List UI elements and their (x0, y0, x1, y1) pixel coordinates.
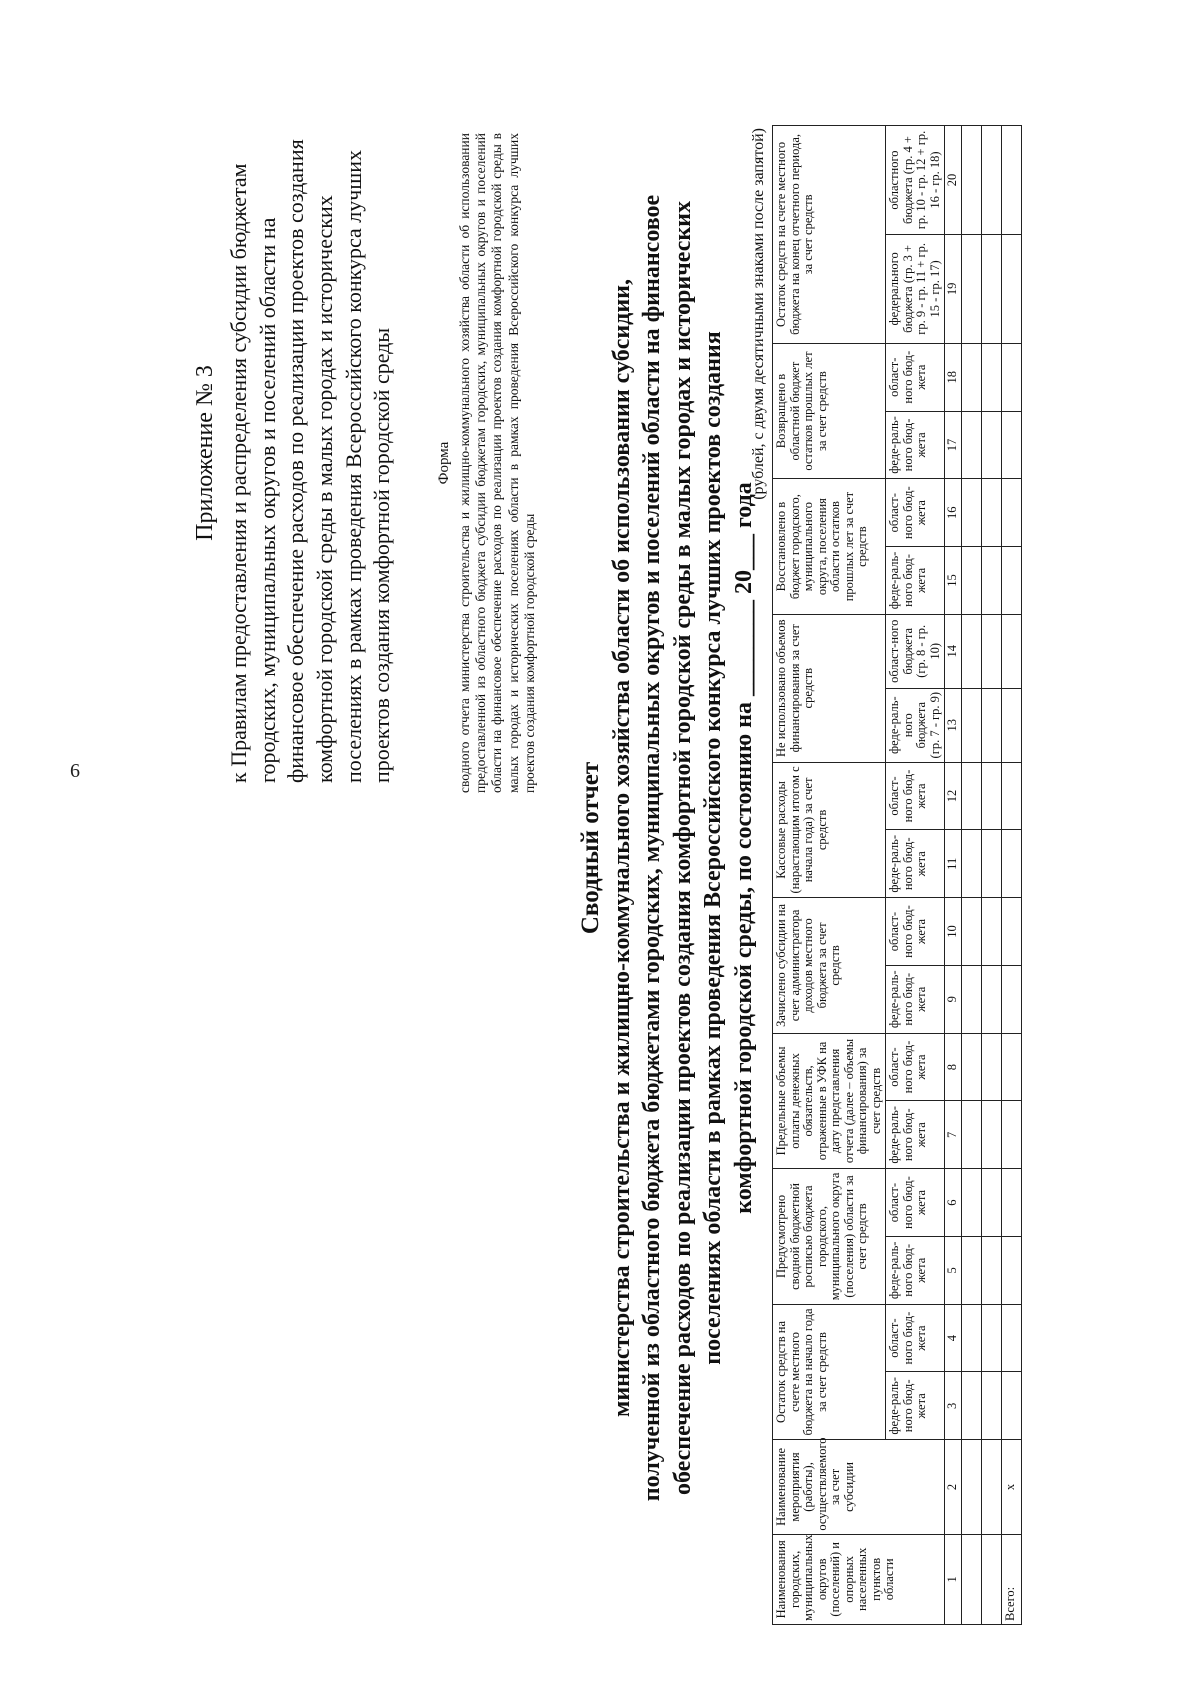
column-number: 19 (945, 235, 962, 344)
page-number: 6 (70, 760, 80, 782)
header-cell: Наименование мероприятия (работы), осуществляемого за счет субсидии (773, 1440, 945, 1534)
subheader-cell: област-ного бюд-жета (886, 479, 945, 547)
column-number: 16 (945, 479, 962, 547)
column-number-row (945, 126, 962, 1625)
report-title-line: министерства строительства и жилищно-коммунального хозяйства области об использовании субсидии, (608, 279, 635, 1417)
subheader-cell: областного бюджета (гр. 4 + гр. 10 - гр. 12 + гр. 16 - гр. 18) (886, 126, 945, 235)
header-cell: Возвращено в областной бюджет остатков прошлых лет за счет средств (773, 343, 886, 479)
subheader-cell: федерального бюджета (гр. 3 + гр. 9 - гр. 11 + гр. 15 - гр. 17) (886, 235, 945, 344)
column-number: 11 (945, 830, 962, 898)
form-block (435, 133, 538, 793)
subheader-cell: област-ного бюджета (гр. 8 - гр. 10) (886, 614, 945, 688)
header-cell: Предусмотрено сводной бюджетной росписью бюджета городского, муниципального округа (поселения) области за счет средств (773, 1169, 886, 1305)
header-cell: Остаток средств на счете местного бюджета на конец отчетного периода, за счет средств (773, 126, 886, 344)
appendix-text: к Правилам предоставления и распределения субсидии бюджетам городских, муниципальных округов и поселений области на финансовое обеспечение расходов по реализации проектов создания комфортной городской среды в малых городах и исторических поселениях в рамках проведения Всероссийского конкурса лучших проектов создания комфортной городской среды (226, 139, 395, 783)
subheader-cell: феде-раль-ного бюд-жета (886, 1236, 945, 1304)
column-number: 18 (945, 343, 962, 411)
header-cell: Не использовано объемов финансирования за счет средств (773, 614, 886, 762)
report-heading: Сводный отчет (577, 761, 604, 935)
subheader-cell: област-ного бюд-жета (886, 1304, 945, 1372)
total-marker: x (1001, 1440, 1021, 1534)
table-row (961, 126, 981, 1625)
column-number: 1 (945, 1534, 962, 1624)
subheader-cell: област-ного бюд-жета (886, 1033, 945, 1101)
column-number: 10 (945, 898, 962, 966)
header-row (773, 126, 886, 1625)
report-title-line: поселениях области в рамках проведения Всероссийского конкурса лучших проектов создания (700, 331, 727, 1365)
subheader-cell: феде-раль-ного бюд-жета (886, 830, 945, 898)
subheader-cell: област-ного бюд-жета (886, 898, 945, 966)
header-cell: Восстановлено в бюджет городского, муниципального округа, поселения области остатков прошлых лет за счет средств (773, 479, 886, 615)
appendix-title: Приложение № 3 (192, 365, 218, 541)
report-title (575, 83, 759, 1613)
subheader-cell: област-ного бюд-жета (886, 343, 945, 411)
total-label: Всего: (1001, 1534, 1021, 1624)
column-number: 13 (945, 688, 962, 762)
column-number: 8 (945, 1033, 962, 1101)
total-row (1001, 126, 1021, 1625)
appendix-block (190, 123, 397, 783)
column-number: 6 (945, 1169, 962, 1237)
header-cell: Наименования городских, муниципальных округов (поселений) и опорных населенных пунктов области (773, 1534, 945, 1624)
column-number: 12 (945, 762, 962, 830)
report-title-line: обеспечение расходов по реализации проектов создания комфортной городской среды в малых городах и исторических (669, 200, 696, 1496)
subheader-cell: феде-раль-ного бюджета (гр. 7 - гр. 9) (886, 688, 945, 762)
column-number: 17 (945, 411, 962, 479)
subheader-cell: област-ного бюд-жета (886, 1169, 945, 1237)
column-number: 4 (945, 1304, 962, 1372)
subheader-cell: феде-раль-ного бюд-жета (886, 965, 945, 1033)
report-title-line: комфортной городской среды, по состоянию на ________ 20___ года (730, 482, 757, 1214)
column-number: 7 (945, 1101, 962, 1169)
subheader-cell: област-ного бюд-жета (886, 762, 945, 830)
rotated-page (50, 23, 1150, 1673)
column-number: 5 (945, 1236, 962, 1304)
subheader-cell: феде-раль-ного бюд-жета (886, 547, 945, 615)
header-cell: Кассовые расходы (нарастающим итогом с начала года) за счет средств (773, 762, 886, 898)
column-number: 3 (945, 1372, 962, 1440)
header-cell: Предельные объемы оплаты денежных обязательств, отраженные в УФК на дату представления отчета (далее – объемы финансирования) за счет средств (773, 1033, 886, 1169)
header-cell: Остаток средств на счете местного бюджета на начало года за счет средств (773, 1304, 886, 1440)
report-table (772, 125, 1022, 1625)
units-note: (рублей, с двумя десятичными знаками после запятой) (750, 128, 767, 500)
header-cell: Зачислено субсидии на счет администратора доходов местного бюджета за счет средств (773, 898, 886, 1034)
report-title-line: полученной из областного бюджета бюджетами городских, муниципальных округов и поселений области на финансовое (639, 194, 666, 1502)
table-row (981, 126, 1001, 1625)
subheader-cell: феде-раль-ного бюд-жета (886, 411, 945, 479)
column-number: 14 (945, 614, 962, 688)
column-number: 9 (945, 965, 962, 1033)
subheader-cell: феде-раль-ного бюд-жета (886, 1101, 945, 1169)
form-description: сводного отчета министерства строительства и жилищно-коммунального хозяйства области об использовании предоставленной из областного бюджета субсидии бюджетам городских, муниципальных округов и поселений области на финансовое обеспечение расходов по реализации проектов создания комфортной городской среды в малых городах и исторических поселениях области в рамках проведения Всероссийского конкурса лучших проектов создания комфортной городской среды (457, 133, 537, 793)
column-number: 20 (945, 126, 962, 235)
form-label: Форма (436, 441, 452, 485)
subheader-row (886, 126, 945, 1625)
column-number: 2 (945, 1440, 962, 1534)
subheader-cell: феде-раль-ного бюд-жета (886, 1372, 945, 1440)
column-number: 15 (945, 547, 962, 615)
